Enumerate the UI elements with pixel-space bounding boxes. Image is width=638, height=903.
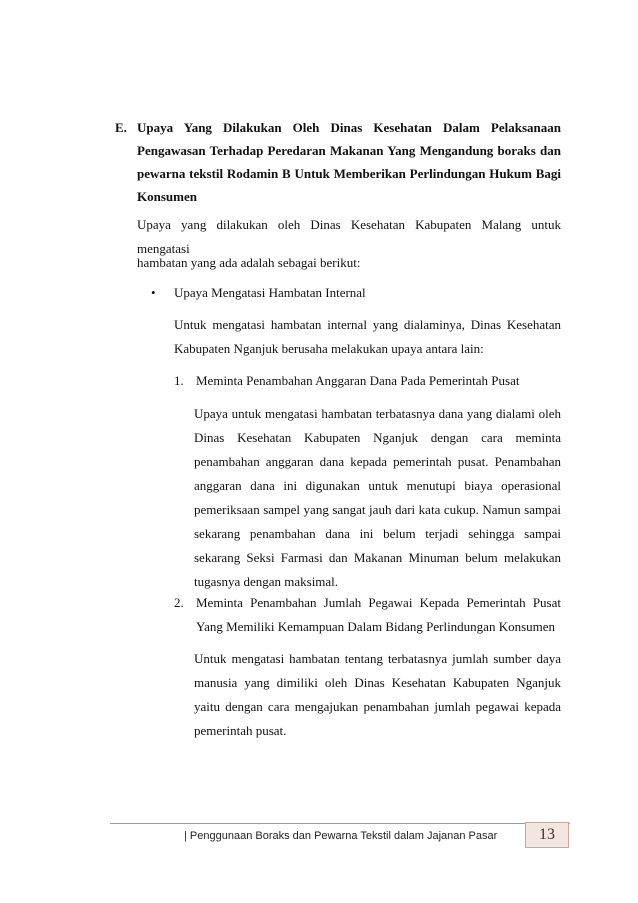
list-number: 1. xyxy=(174,373,184,388)
section-letter: E. xyxy=(115,120,127,135)
list-item-title: Meminta Penambahan Jumlah Pegawai Kepada Pemerintah Pusat Yang Memiliki Kemampuan Dalam Bidang Perlindungan Konsumen xyxy=(196,595,561,634)
bullet-label: Upaya Mengatasi Hambatan Internal xyxy=(174,285,366,300)
list-item xyxy=(174,591,561,639)
page-number: 13 xyxy=(525,822,569,848)
bullet-description: Untuk mengatasi hambatan internal yang dialaminya, Dinas Kesehatan Kabupaten Nganjuk berusaha melakukan upaya antara lain: xyxy=(174,317,561,356)
intro-line: Upaya yang dilakukan oleh Dinas Kesehatan Kabupaten Malang untuk mengatasi xyxy=(137,217,561,256)
footer-title: | Penggunaan Boraks dan Pewarna Tekstil dalam Jajanan Pasar xyxy=(184,830,498,842)
intro-line: hambatan yang ada adalah sebagai berikut: xyxy=(137,255,361,270)
section-heading xyxy=(115,116,561,208)
list-item xyxy=(174,369,561,393)
heading-line: pewarna tekstil Rodamin B Untuk Memberikan Perlindungan Hukum Bagi xyxy=(137,166,561,181)
bullet-icon: • xyxy=(151,285,156,300)
list-number: 2. xyxy=(174,595,184,610)
intro-paragraph xyxy=(137,213,561,289)
heading-line: Pengawasan Terhadap Peredaran Makanan Yang Mengandung boraks dan xyxy=(137,143,561,158)
list-item-title: Meminta Penambahan Anggaran Dana Pada Pemerintah Pusat xyxy=(196,373,520,388)
footer-divider xyxy=(110,823,570,824)
heading-line: Konsumen xyxy=(137,189,197,204)
heading-line: Upaya Yang Dilakukan Oleh Dinas Kesehatan Dalam Pelaksanaan xyxy=(137,120,561,135)
list-item-body: Untuk mengatasi hambatan tentang terbatasnya jumlah sumber daya manusia yang dimiliki oleh Dinas Kesehatan Kabupaten Nganjuk yaitu dengan cara mengajukan penambahan jumlah pegawai kepada pemerintah pusat. xyxy=(194,651,561,738)
list-item-body: Upaya untuk mengatasi hambatan terbatasnya dana yang dialami oleh Dinas Kesehatan Kabupaten Nganjuk dengan cara meminta penambahan anggaran dana kepada pemerintah pusat. Penambahan anggaran dana ini digunakan untuk menutupi biaya operasional pemeriksaan sampel yang sangat jauh dari kata cukup. Namun sampai sekarang penambahan dana ini belum terjadi sehingga sampai sekarang Seksi Farmasi dan Makanan Minuman belum melakukan tugasnya dengan maksimal. xyxy=(194,406,561,589)
